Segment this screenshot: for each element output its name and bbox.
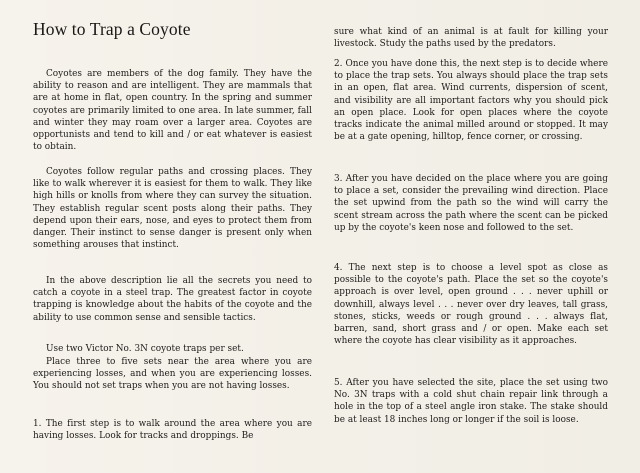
paragraph-trapping-secrets: In the above description lie all the secrets you need to catch a coyote in a steel trap. The greatest factor in coyote trapping is knowledge about the habits of the coyote and the ability to use common sense and sensible tactics. <box>33 276 312 323</box>
paragraph-trap-count: Use two Victor No. 3N coyote traps per set. <box>46 344 244 354</box>
paragraph-coyote-description: Coyotes are members of the dog family. They have the ability to reason and are intelligent. They are mammals that are at home in flat, open country. In the spring and summer coyotes are primarily limited to one area. In late summer, fall and winter they may roam over a larger area. Coyotes are opportunists and tend to kill and / or eat whatever is easiest to obtain. <box>33 69 312 153</box>
step-1-continued-paragraph: sure what kind of an animal is at fault for killing your livestock. Study the paths used by the predators. <box>334 27 608 50</box>
page-title: How to Trap a Coyote <box>33 19 191 39</box>
step-2-paragraph: 2. Once you have done this, the next step is to decide where to place the trap sets. You always should place the trap sets in an open, flat area. Wind currents, dispersion of scent, and visibility are all important factors why you should pick an open place. Look for open places where the coyote tracks indicate the animal milled around or stopped. It may be at a gate opening, hilltop, fence corner, or crossing. <box>334 59 608 143</box>
step-3-paragraph: 3. After you have decided on the place where you are going to place a set, consider the prevailing wind direction. Place the set upwind from the path so the wind will carry the scent stream across the path where the scent can be picked up by the coyote's keen nose and followed to the set. <box>334 174 608 233</box>
step-5-paragraph: 5. After you have selected the site, place the set using two No. 3N traps with a cold shut chain repair link through a hole in the top of a steel angle iron stake. The stake should be at least 18 inches long or longer if the soil is loose. <box>334 378 608 425</box>
paragraph-coyote-habits: Coyotes follow regular paths and crossing places. They like to walk wherever it is easiest for them to walk. They like high hills or knolls from where they can survey the situation. They establish regular scent posts along their paths. They depend upon their ears, nose, and eyes to protect them from danger. Their instinct to sense danger is present only when something arouses that instinct. <box>33 167 312 251</box>
step-4-paragraph: 4. The next step is to choose a level spot as close as possible to the coyote's path. Place the set so the coyote's approach is over level, open ground . . . never uphill or downhill, always level . . . never over dry leaves, tall grass, stones, sticks, weeds or rough ground . . . always flat, barren, sand, short grass and / or open. Make each set where the coyote has clear visibility as it approaches. <box>334 263 608 347</box>
step-1-paragraph: 1. The first step is to walk around the area where you are having losses. Look for tracks and droppings. Be <box>33 419 312 442</box>
paragraph-set-placement: Place three to five sets near the area where you are experiencing losses, and when you are experiencing losses. You should not set traps when you are not having losses. <box>33 357 312 392</box>
